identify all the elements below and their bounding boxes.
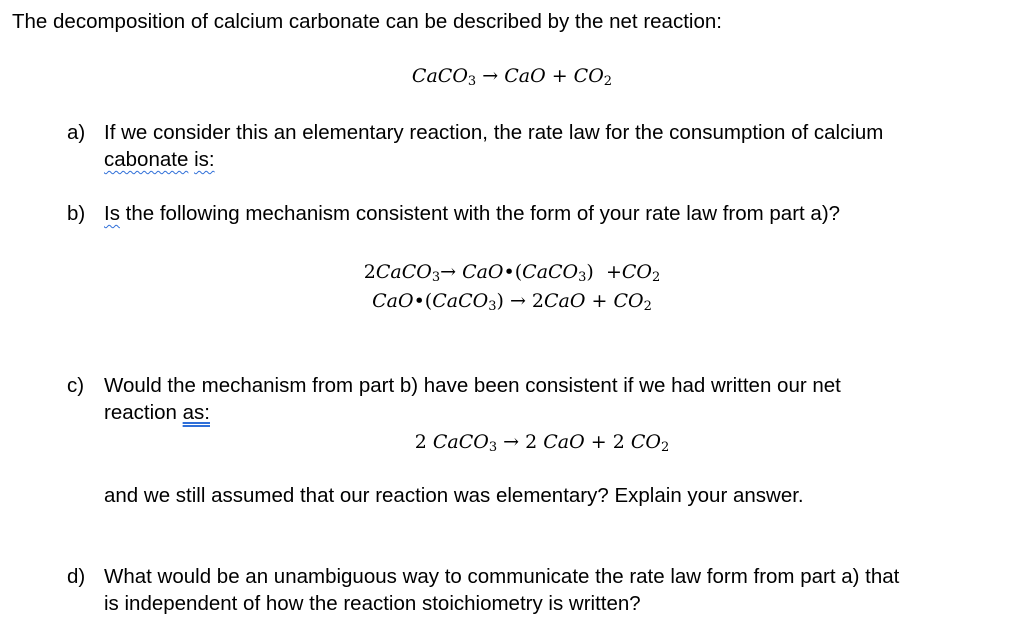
mechanism-step-1: 2CaCO$_3$→ CaO•(CaCO$_3$) $+CO_2$ [363,261,661,285]
part-b-label: b) [67,202,86,225]
part-d-line-2: is independent of how the reaction stoichiometry is written? [104,592,641,615]
eq-plus: + [551,65,568,87]
part-a-line-2 [104,147,215,173]
eq-reactant: CaCO [411,65,468,87]
intro-text: The decomposition of calcium carbonate can be described by the net reaction: [12,10,722,33]
part-a-line-1: If we consider this an elementary reaction, the rate law for the consumption of calcium [104,121,884,144]
part-c-line-2: reaction as: [104,401,210,424]
misspelled-word: cabonate [104,148,189,171]
part-c-line-3: and we still assumed that our reaction was elementary? Explain your answer. [104,484,804,507]
net-reaction-equation: CaCO$_3$ → CaO + $CO_2$ [411,65,613,89]
part-c-equation: 2 CaCO$_3$ → 2 CaO + 2 $CO_2$ [414,431,670,455]
eq-product-1: CaO [504,65,546,87]
part-d-line-1: What would be an unambiguous way to communicate the rate law form from part a) that [104,565,900,588]
part-d-label: d) [67,565,86,588]
eq-product-2: CO [573,65,604,87]
part-b-question: Is the following mechanism consistent with the form of your rate law from part a)? [104,202,841,225]
mechanism-step-2: CaO•(CaCO$_3$) → $2CaO + CO_2$ [372,290,652,314]
eq-arrow: → [482,65,499,87]
grammar-flag-word: is: [194,148,215,171]
part-c-label: c) [67,374,85,397]
part-a-label: a) [67,121,86,144]
grammar-flag-word: as: [182,401,210,424]
part-c-line-1: Would the mechanism from part b) have been consistent if we had written our net [104,374,841,397]
grammar-flag-word: Is [104,202,120,225]
